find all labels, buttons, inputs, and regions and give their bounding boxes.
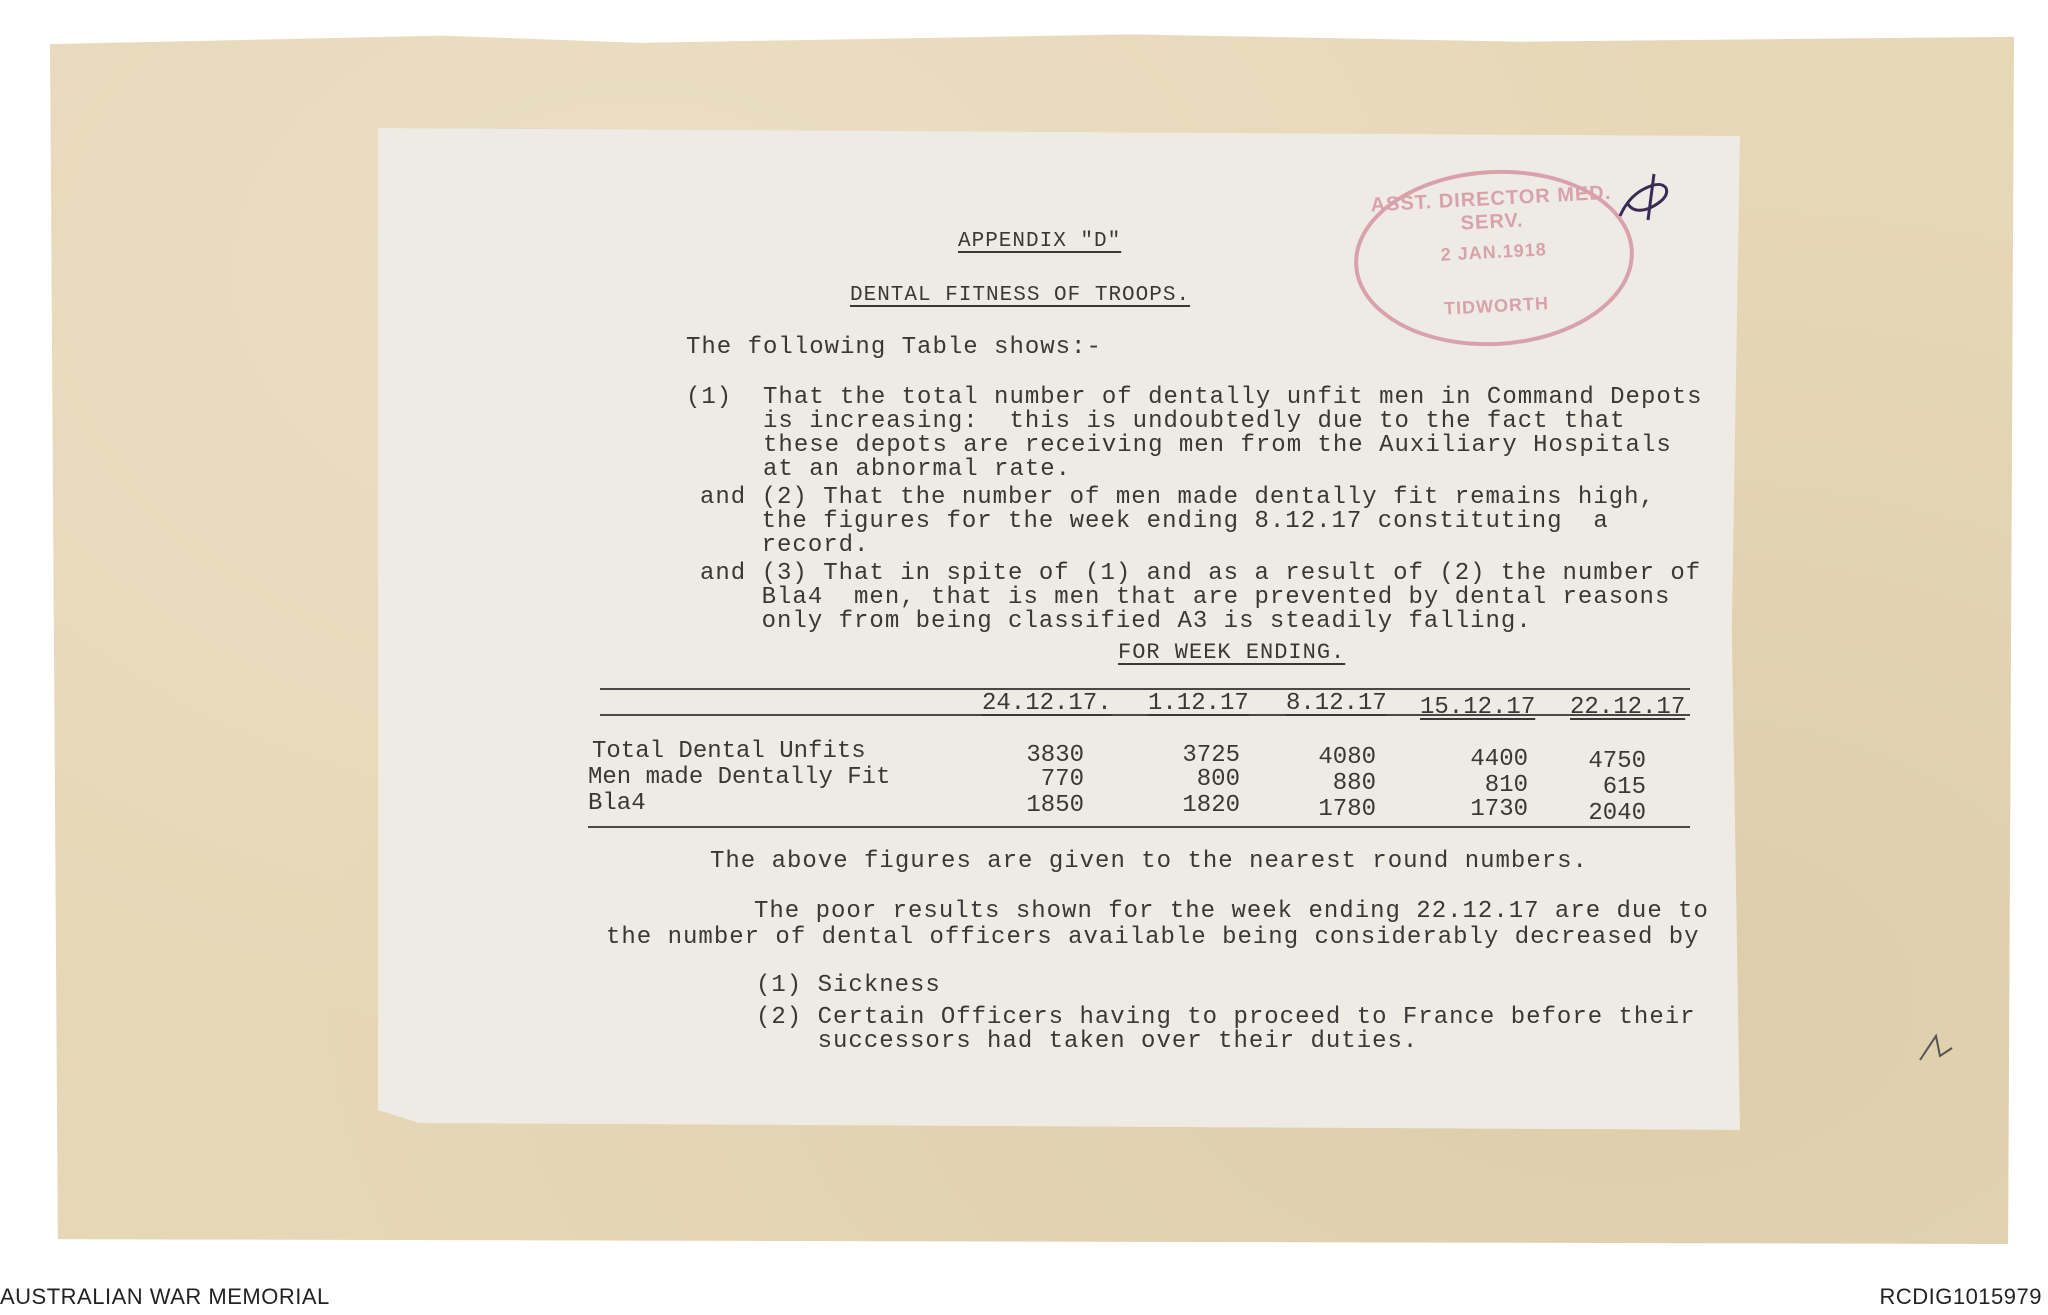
table-cell: 4400 — [1470, 746, 1528, 773]
para3-line: and (3) That in spite of (1) and as a result of (2) the number of — [700, 560, 1702, 587]
intro-line: The following Table shows:- — [686, 334, 1102, 361]
table-cell: 1850 — [1026, 792, 1084, 819]
column-header: 15.12.17 — [1420, 694, 1536, 721]
poor-results-line: the number of dental officers available being considerably decreased by — [606, 924, 1700, 951]
table-cell: 615 — [1602, 774, 1646, 801]
footer-institution: AUSTRALIAN WAR MEMORIAL — [0, 1284, 330, 1309]
table-cell: 1820 — [1182, 792, 1240, 819]
table-cell: 800 — [1196, 766, 1240, 793]
table-row-label: Bla4 — [588, 790, 646, 817]
table-cell: 880 — [1332, 770, 1376, 797]
stamp-line-date: 2 JAN.1918 — [1440, 239, 1548, 265]
table-cell: 1730 — [1470, 796, 1528, 823]
column-header: 22.12.17 — [1570, 694, 1686, 721]
para1-line: (1) That the total number of dentally unfit men in Command Depots — [686, 384, 1703, 411]
para2-line: the figures for the week ending 8.12.17 constituting a — [700, 508, 1609, 535]
stamp-line-place: TIDWORTH — [1443, 293, 1550, 319]
table-row-label: Men made Dentally Fit — [588, 764, 891, 791]
reason-line: successors had taken over their duties. — [756, 1028, 1419, 1055]
appendix-title: APPENDIX "D" — [958, 230, 1122, 253]
para3-line: Bla4 men, that is men that are prevented by dental reasons — [700, 584, 1671, 611]
column-header: 8.12.17 — [1286, 690, 1387, 717]
table-cell: 1780 — [1318, 796, 1376, 823]
column-header: 24.12.17. — [982, 690, 1112, 717]
table-row-label: Total Dental Unfits — [592, 738, 866, 765]
para3-line: only from being classified A3 is steadily falling. — [700, 608, 1532, 635]
footer-reference-id: RCDIG1015979 — [1879, 1284, 2042, 1309]
para1-line: at an abnormal rate. — [686, 456, 1072, 483]
week-ending-label: FOR WEEK ENDING. — [1118, 640, 1346, 665]
table-top-rule — [600, 688, 1690, 690]
para1-line: these depots are receiving men from the Auxiliary Hospitals — [686, 432, 1672, 459]
table-cell: 2040 — [1588, 800, 1646, 827]
table-cell: 4080 — [1318, 744, 1376, 771]
table-cell: 770 — [1040, 766, 1084, 793]
para2-line: record. — [700, 532, 870, 559]
table-cell: 810 — [1484, 772, 1528, 799]
column-header: 1.12.17 — [1148, 690, 1249, 717]
para1-line: is increasing: this is undoubtedly due to the fact that — [686, 408, 1626, 435]
poor-results-line: The poor results shown for the week ending 22.12.17 are due to — [754, 898, 1709, 925]
stamp-line-office: ASST. DIRECTOR MED. SERV. — [1370, 181, 1612, 235]
reason-line: (1) Sickness — [756, 972, 941, 999]
para2-line: and (2) That the number of men made dentally fit remains high, — [700, 484, 1655, 511]
table-bottom-rule — [588, 826, 1690, 828]
table-cell: 3725 — [1182, 742, 1240, 769]
rounding-note: The above figures are given to the nearest round numbers. — [710, 848, 1588, 875]
table-cell: 3830 — [1026, 742, 1084, 769]
pencil-margin-mark — [1916, 1030, 1956, 1066]
table-cell: 4750 — [1588, 748, 1646, 775]
document-subtitle: DENTAL FITNESS OF TROOPS. — [850, 284, 1191, 307]
reason-line: (2) Certain Officers having to proceed to France before their — [756, 1004, 1696, 1031]
handwritten-initial-mark — [1610, 168, 1680, 230]
